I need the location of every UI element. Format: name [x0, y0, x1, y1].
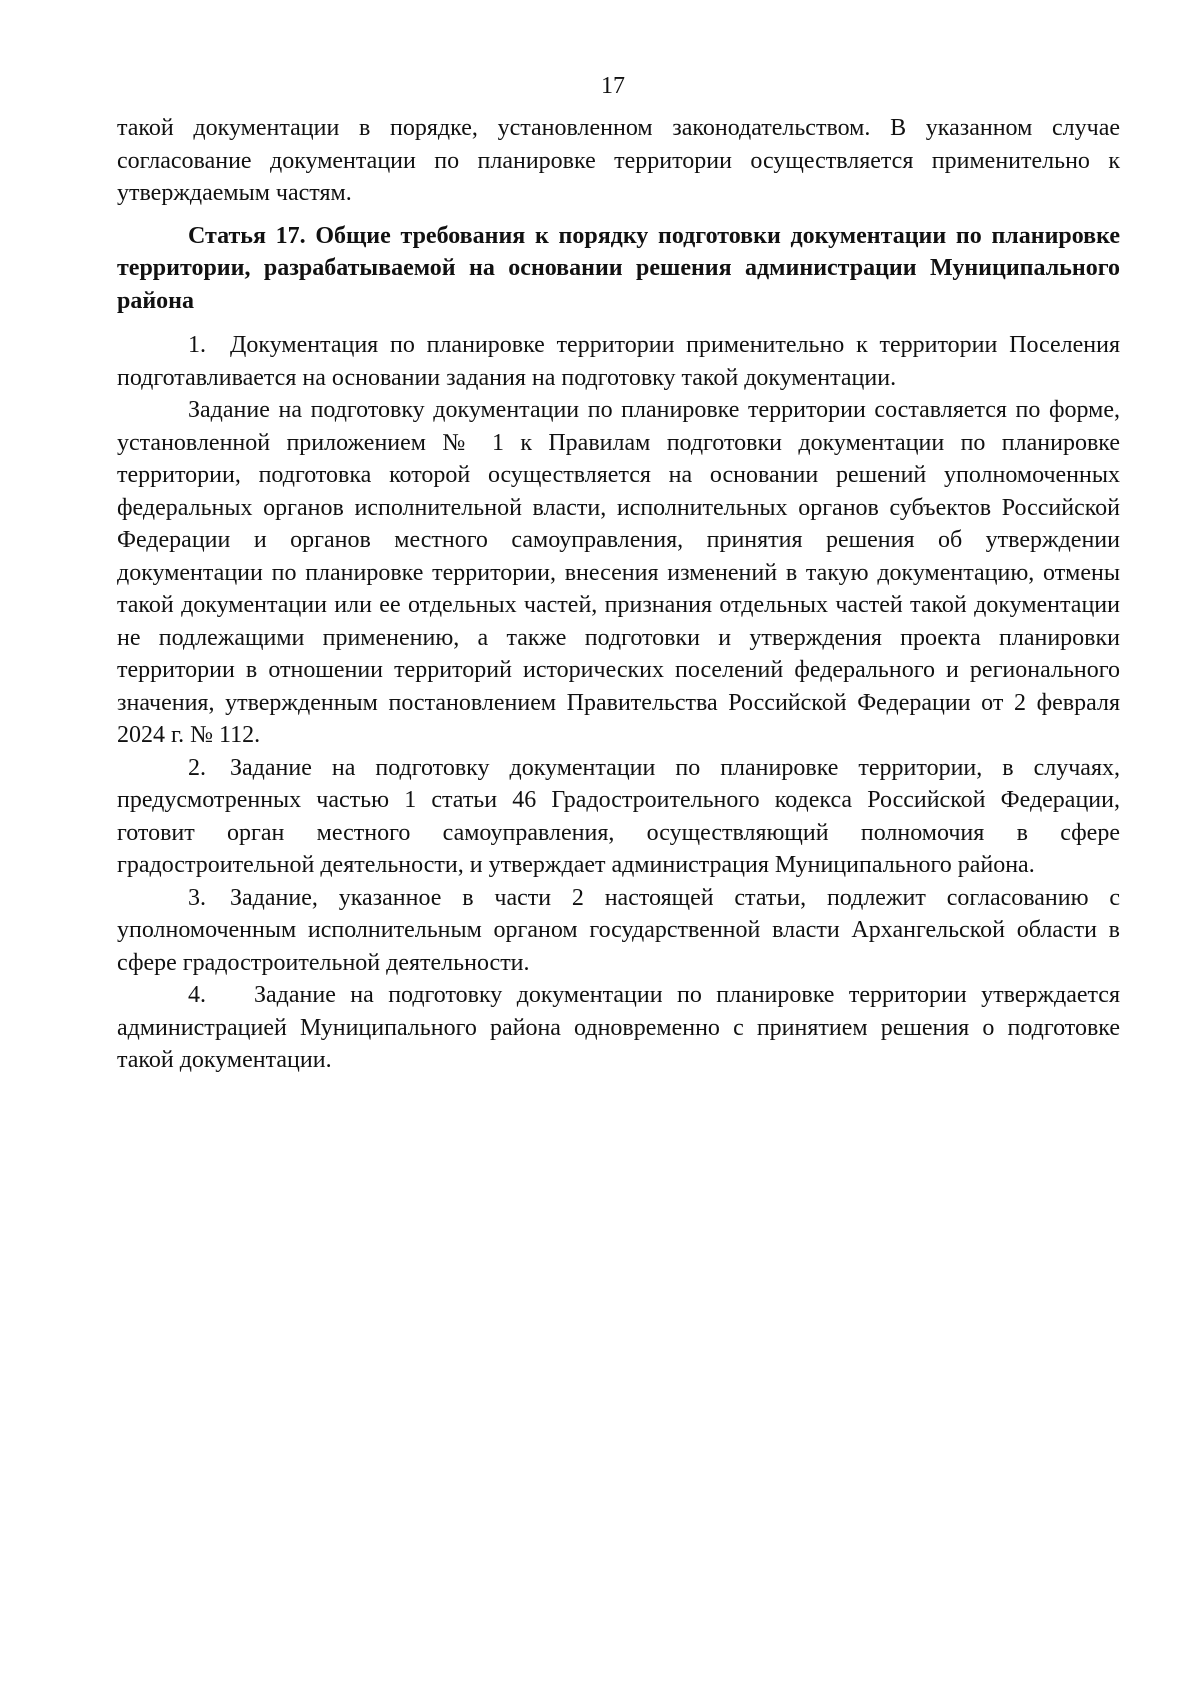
document-body: [117, 112, 1120, 1077]
paragraph-3: 3. Задание, указанное в части 2 настоящей статьи, подлежит согласованию с уполномоченным исполнительным органом государственной власти Архангельской области в сфере градостроительной деятельности.: [117, 884, 1120, 976]
page-number: 17: [601, 73, 625, 99]
article-heading: Статья 17. Общие требования к порядку подготовки документации по планировке территории, разрабатываемой на основании решения администрации Муниципального района: [117, 222, 1120, 314]
paragraph-1: 1. Документация по планировке территории применительно к территории Поселения подготавливается на основании задания на подготовку такой документации.: [117, 332, 1120, 391]
paragraph-4: 4. Задание на подготовку документации по планировке территории утверждается администрацией Муниципального района одновременно с принятием решения о подготовке такой документации.: [117, 982, 1120, 1073]
paragraph-task-form: Задание на подготовку документации по планировке территории составляется по форме, установленной приложением № 1 к Правилам подготовки документации по планировке территории, подготовка которой осуществляется на основании решений уполномоченных федеральных органов исполнительной власти, исполнительных органов субъектов Российской Федерации и органов местного самоуправления, принятия решения об утверждении документации по планировке территории, внесения изменений в такую документацию, отмены такой документации или ее отдельных частей, признания отдельных частей такой документации не подлежащими применению, а также подготовки и утверждения проекта планировки территории в отношении территорий исторических поселений федерального и регионального значения, утвержденным постановлением Правительства Российской Федерации от 2 февраля 2024 г. № 112.: [117, 397, 1120, 748]
paragraph-2: 2. Задание на подготовку документации по планировке территории, в случаях, предусмотренных частью 1 статьи 46 Градостроительного кодекса Российской Федерации, готовит орган местного самоуправления, осуществляющий полномочия в сфере градостроительной деятельности, и утверждает администрация Муниципального района.: [117, 754, 1120, 878]
intro-paragraph: такой документации в порядке, установленном законодательством. В указанном случае согласование документации по планировке территории осуществляется применительно к утверждаемым частям.: [117, 115, 1120, 206]
